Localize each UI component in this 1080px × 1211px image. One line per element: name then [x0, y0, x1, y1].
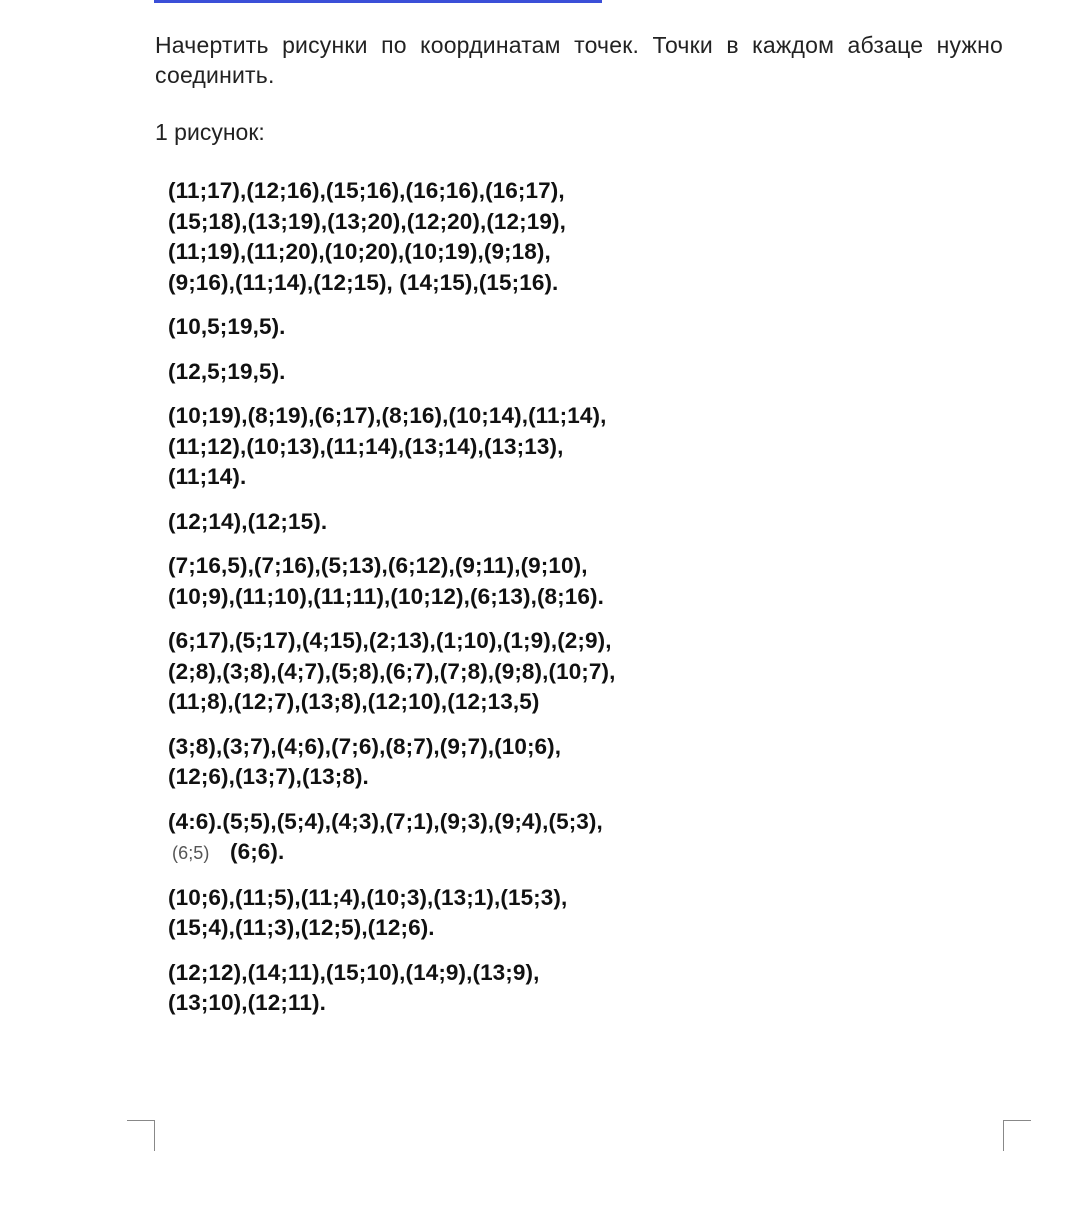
- points-line: (12;6),(13;7),(13;8).: [168, 764, 369, 789]
- points-line-end: (6;6).: [230, 839, 285, 864]
- points-line: (15;4),(11;3),(12;5),(12;6).: [168, 915, 435, 940]
- points-line: (10;19),(8;19),(6;17),(8;16),(10;14),(11;14),: [168, 403, 607, 428]
- points-paragraph-3: [168, 357, 708, 388]
- points-line: (12;12),(14;11),(15;10),(14;9),(13;9),: [168, 959, 540, 985]
- points-paragraph-9: [168, 807, 708, 869]
- points-paragraph-10: [168, 883, 708, 944]
- points-line: (10,5;19,5).: [168, 314, 286, 339]
- points-line: (9;16),(11;14),(12;15), (14;15),(15;16).: [168, 269, 559, 295]
- points-line: (3;8),(3;7),(4;6),(7;6),(8;7),(9;7),(10;6),: [168, 733, 562, 759]
- points-paragraph-7: [168, 626, 708, 718]
- task-instructions: Начертить рисунки по координатам точек. Точки в каждом абзаце нужно соединить.: [155, 32, 1003, 88]
- points-line: (13;10),(12;11).: [168, 990, 326, 1015]
- points-line: (12,5;19,5).: [168, 358, 286, 384]
- points-paragraph-11: [168, 958, 708, 1019]
- handwritten-note: (6;5): [172, 843, 210, 863]
- points-line: (11;19),(11;20),(10;20),(10;19),(9;18),: [168, 239, 551, 264]
- points-paragraph-5: [168, 507, 708, 538]
- points-paragraph-1: [168, 176, 708, 298]
- hyperlink-fragment[interactable]: [154, 0, 602, 3]
- points-line: (2;8),(3;8),(4;7),(5;8),(6;7),(7;8),(9;8),(10;7),: [168, 658, 616, 684]
- points-paragraph-8: [168, 732, 708, 793]
- points-paragraph-2: [168, 312, 708, 343]
- points-line: (4:6).(5;5),(5;4),(4;3),(7;1),(9;3),(9;4),(5;3),: [168, 808, 603, 834]
- points-line: (11;8),(12;7),(13;8),(12;10),(12;13,5): [168, 689, 540, 714]
- points-line: (10;6),(11;5),(11;4),(10;3),(13;1),(15;3),: [168, 884, 568, 910]
- page-corner-marker-right: [1003, 1120, 1031, 1151]
- points-line: (7;16,5),(7;16),(5;13),(6;12),(9;11),(9;10),: [168, 553, 588, 578]
- page-corner-marker-left: [127, 1120, 155, 1151]
- coordinate-list: [168, 176, 708, 1033]
- points-line: (12;14),(12;15).: [168, 508, 328, 534]
- points-line: (6;17),(5;17),(4;15),(2;13),(1;10),(1;9),(2;9),: [168, 628, 612, 653]
- points-paragraph-6: [168, 551, 708, 612]
- points-line: (11;12),(10;13),(11;14),(13;14),(13;13),: [168, 433, 564, 459]
- points-line: [168, 837, 708, 869]
- points-line: (10;9),(11;10),(11;11),(10;12),(6;13),(8;16).: [168, 583, 604, 609]
- drawing-heading: 1 рисунок:: [155, 119, 265, 145]
- points-line: (11;17),(12;16),(15;16),(16;16),(16;17),: [168, 178, 565, 203]
- points-line: (15;18),(13;19),(13;20),(12;20),(12;19),: [168, 208, 566, 234]
- points-line: (11;14).: [168, 464, 247, 489]
- points-paragraph-4: [168, 401, 708, 493]
